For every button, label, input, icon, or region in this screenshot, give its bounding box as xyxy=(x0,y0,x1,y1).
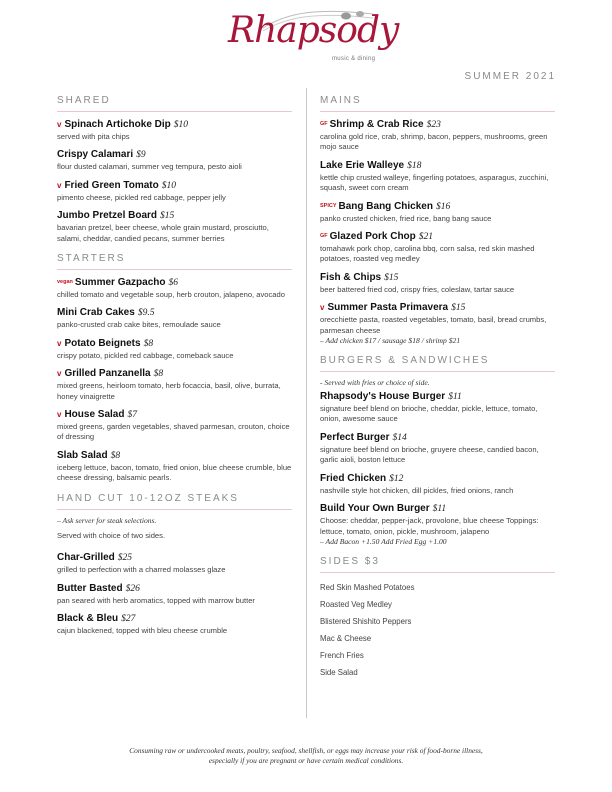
item-name: Spinach Artichoke Dip xyxy=(64,119,171,130)
vegetarian-tag: v xyxy=(57,120,62,129)
logo-wordmark: Rhapsody xyxy=(228,10,399,51)
item-price: $11 xyxy=(448,392,462,403)
vegan-tag: vegan xyxy=(57,279,73,286)
steak-subnote: Served with choice of two sides. xyxy=(57,530,166,540)
item-name: Slab Salad xyxy=(57,449,108,461)
menu-item xyxy=(57,337,292,361)
side-item: French Fries xyxy=(320,650,364,660)
item-price: $23 xyxy=(426,120,441,130)
gluten-free-tag: GF xyxy=(320,233,328,240)
menu-item xyxy=(320,118,555,153)
gluten-free-tag: GF xyxy=(320,121,328,127)
season-label: SUMMER 2021 xyxy=(464,71,556,82)
section-title-steaks: HAND CUT 10-12OZ STEAKS xyxy=(57,492,239,504)
menu-item xyxy=(320,301,555,346)
item-name: Glazed Pork Chop xyxy=(329,231,416,243)
item-price: $16 xyxy=(435,201,451,212)
menu-item xyxy=(57,118,292,142)
item-description: grilled to perfection with a charred molasses glaze xyxy=(57,565,226,575)
item-name: Rhapsody's House Burger xyxy=(320,391,446,403)
item-name: Summer Pasta Primavera xyxy=(327,302,449,314)
item-name: Black & Bleu xyxy=(57,612,119,624)
side-item: Roasted Veg Medley xyxy=(320,599,392,609)
item-name: Butter Basted xyxy=(57,582,123,594)
item-name: Fried Chicken xyxy=(320,472,387,484)
item-description: cajun blackened, topped with bleu cheese crumble xyxy=(57,625,228,635)
item-price: $14 xyxy=(392,432,407,443)
item-addon-note: – Add Bacon +1.50 Add Fried Egg +1.00 xyxy=(320,536,447,546)
item-price: $10 xyxy=(173,120,189,130)
disclaimer-line-2: especially if you are pregnant or have certain medical conditions. xyxy=(208,756,404,765)
item-description: kettle chip crusted walleye, fingerling potatoes, asparagus, zucchini, squash, sweet corn cream xyxy=(320,172,549,193)
item-name: Summer Gazpacho xyxy=(74,277,166,289)
menu-item xyxy=(57,582,292,606)
item-description: Choose: cheddar, pepper-jack, provolone, blue cheese Toppings: lettuce, tomato, onion, pickle, mushroom, jalapeno xyxy=(320,516,539,536)
section-rule xyxy=(57,509,292,510)
spicy-tag: SPICY xyxy=(320,202,337,209)
section-rule xyxy=(320,371,555,372)
item-addon-note: – Add chicken $17 / sausage $18 / shrimp $21 xyxy=(320,336,461,346)
menu-item xyxy=(57,408,292,443)
item-name: Grilled Panzanella xyxy=(64,368,151,380)
steak-note: – Ask server for steak selections. xyxy=(57,515,157,525)
item-price: $10 xyxy=(161,180,176,191)
menu-item xyxy=(320,230,555,265)
right-column xyxy=(320,94,555,685)
section-title-starters: STARTERS xyxy=(57,253,126,265)
menu-item xyxy=(57,306,292,330)
menu-item xyxy=(57,612,292,636)
section-rule xyxy=(320,111,555,112)
menu-item xyxy=(320,200,555,224)
side-item: Blistered Shishito Peppers xyxy=(320,616,412,626)
item-description: served with pita chips xyxy=(57,132,130,141)
item-price: $27 xyxy=(121,613,136,624)
item-price: $26 xyxy=(125,583,140,594)
item-description: mixed greens, garden vegetables, shaved parmesan, crouton, choice of dressing xyxy=(57,422,290,442)
item-price: $9 xyxy=(136,150,146,161)
logo xyxy=(228,4,399,74)
burgers-note: - Served with fries or choice of side. xyxy=(320,378,430,388)
item-price: $21 xyxy=(418,232,434,243)
item-name: Fish & Chips xyxy=(320,271,382,283)
item-name: Fried Green Tomato xyxy=(64,179,159,191)
item-description: orecchiette pasta, roasted vegetables, tomato, basil, bread crumbs, parmesan cheese xyxy=(320,315,547,335)
item-description: beer battered fried cod, crispy fries, coleslaw, tartar sauce xyxy=(320,284,515,294)
item-description: signature beef blend on brioche, gruyere cheese, candied bacon, garlic aioli, boston lettuce xyxy=(320,444,539,465)
food-safety-disclaimer xyxy=(0,746,612,766)
item-price: $15 xyxy=(384,272,399,283)
side-item: Mac & Cheese xyxy=(320,633,372,643)
item-name: Potato Beignets xyxy=(64,337,141,349)
menu-item xyxy=(320,431,555,466)
side-item: Red Skin Mashed Potatoes xyxy=(320,582,415,592)
item-description: chilled tomato and vegetable soup, herb crouton, jalapeno, avocado xyxy=(57,290,285,300)
item-price: $12 xyxy=(389,473,404,484)
item-description: panko crusted chicken, fried rice, bang bang sauce xyxy=(320,213,492,223)
item-price: $25 xyxy=(117,553,133,564)
vegetarian-tag: v xyxy=(57,410,62,420)
side-item: Side Salad xyxy=(320,667,358,677)
item-description: flour dusted calamari, summer veg tempura, pesto aioli xyxy=(57,162,242,172)
item-name: Char-Grilled xyxy=(57,552,115,564)
vegetarian-tag: v xyxy=(57,180,62,190)
item-price: $11 xyxy=(432,504,447,515)
item-price: $8 xyxy=(143,338,154,349)
item-price: $15 xyxy=(451,303,466,314)
section-title-burgers: BURGERS & SANDWICHES xyxy=(320,355,490,367)
left-column xyxy=(57,94,292,642)
item-description: signature beef blend on brioche, cheddar, pickle, lettuce, tomato, onion, awesome sauce xyxy=(320,404,538,424)
disclaimer-line-1: Consuming raw or undercooked meats, poultry, seafood, shellfish, or eggs may increase your risk of food-borne illness, xyxy=(129,746,483,755)
menu-item xyxy=(57,209,292,244)
section-rule xyxy=(57,269,292,270)
item-name: Crispy Calamari xyxy=(57,149,134,161)
item-description: tomahawk pork chop, carolina bbq, corn salsa, red skin mashed potatoes, roasted veg medley xyxy=(320,244,535,264)
menu-item xyxy=(57,367,292,402)
item-name: Build Your Own Burger xyxy=(320,503,430,515)
menu-item xyxy=(57,551,292,575)
vegetarian-tag: v xyxy=(57,369,62,379)
item-description: mixed greens, heirloom tomato, herb focaccia, basil, olive, burrata, honey vinaigrette xyxy=(57,381,281,401)
column-divider xyxy=(306,88,307,718)
item-description: pimento cheese, pickled red cabbage, pepper jelly xyxy=(57,192,226,202)
item-name: House Salad xyxy=(64,409,125,421)
section-title-mains: MAINS xyxy=(320,95,362,106)
menu-item xyxy=(57,179,292,203)
menu-item xyxy=(57,276,292,300)
item-description: iceberg lettuce, bacon, tomato, fried onion, blue cheese crumble, blue cheese dressing, balsamic pearls. xyxy=(57,462,292,483)
menu-item xyxy=(57,148,292,172)
item-price: $9.5 xyxy=(137,308,155,319)
section-title-sides: SIDES $3 xyxy=(320,555,380,567)
item-price: $7 xyxy=(127,410,137,421)
item-price: $18 xyxy=(407,160,422,171)
item-name: Shrimp & Crab Rice xyxy=(329,119,424,130)
vegetarian-tag: v xyxy=(320,303,325,313)
item-description: crispy potato, pickled red cabbage, comeback sauce xyxy=(57,350,234,360)
section-rule xyxy=(320,572,555,573)
item-description: carolina gold rice, crab, shrimp, bacon, peppers, mushrooms, green mojo sauce xyxy=(320,132,548,152)
section-rule xyxy=(57,111,292,112)
menu-item xyxy=(320,390,555,425)
menu-item xyxy=(320,472,555,496)
section-title-shared: SHARED xyxy=(57,95,111,106)
item-description: bavarian pretzel, beer cheese, whole grain mustard, prosciutto, salami, cheddar, candied pecans, summer berries xyxy=(57,223,269,243)
item-description: pan seared with herb aromatics, topped with marrow butter xyxy=(57,595,255,605)
menu-item xyxy=(57,449,292,484)
item-name: Perfect Burger xyxy=(320,431,390,443)
item-description: panko-crusted crab cake bites, remoulade sauce xyxy=(57,320,221,330)
item-price: $8 xyxy=(153,369,164,380)
menu-item xyxy=(320,159,555,194)
menu-item xyxy=(320,502,555,547)
menu-item xyxy=(320,271,555,295)
item-name: Mini Crab Cakes xyxy=(57,307,135,319)
item-name: Jumbo Pretzel Board xyxy=(57,210,158,222)
logo-tagline: music & dining xyxy=(332,56,376,62)
item-price: $8 xyxy=(110,450,121,461)
vegetarian-tag: v xyxy=(57,338,62,348)
item-price: $15 xyxy=(160,211,175,222)
item-name: Lake Erie Walleye xyxy=(320,159,405,171)
item-description: nashville style hot chicken, dill pickles, fried onions, ranch xyxy=(320,485,514,495)
item-price: $6 xyxy=(168,278,178,289)
item-name: Bang Bang Chicken xyxy=(338,200,433,212)
